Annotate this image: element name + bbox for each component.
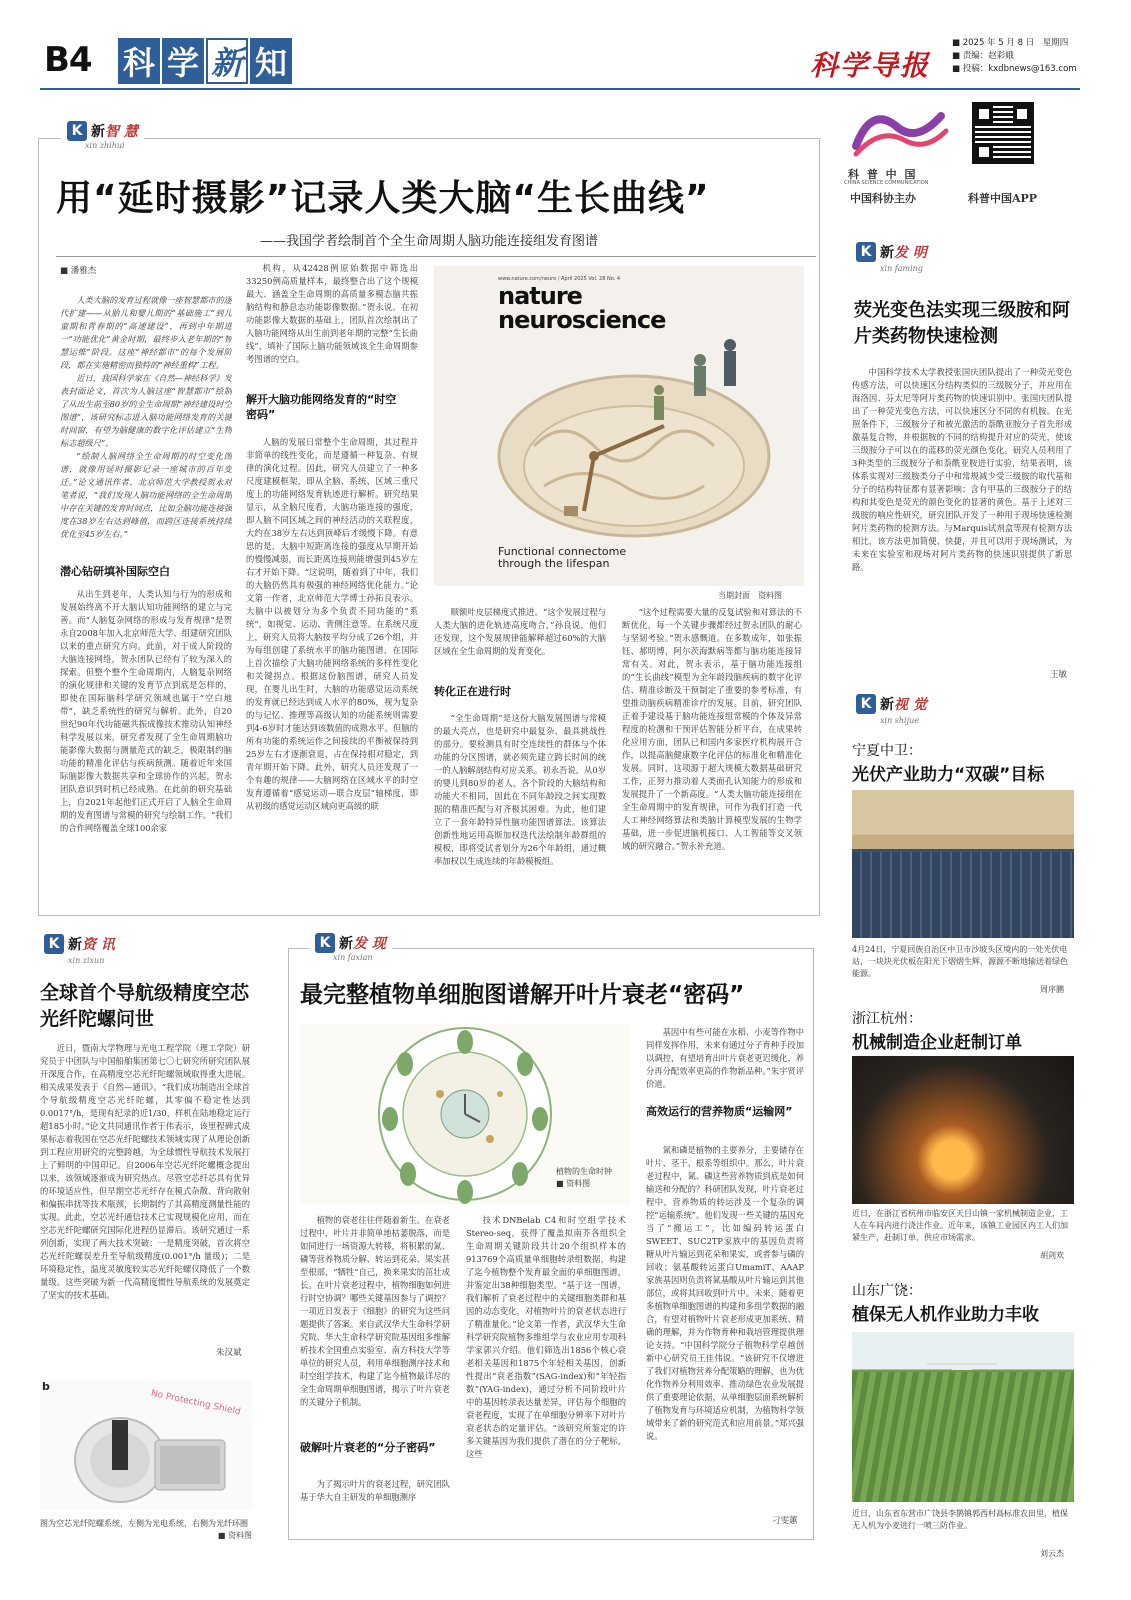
fig-tag: No Protecting Shield [149,1388,242,1418]
column-label-shijue: K 新视 觉 xin shijue [856,694,927,714]
section-char: 学 [162,38,204,84]
host-text: 中国科协主办 [850,192,916,205]
article3-col-b: 技术DNBelab C4和时空组学技术Stereo-seq，获得了覆盖拟南芥各组织全生命周期关键阶段共计20个组织样本的913769个高质量单细胞转录组数据，构建了迄今植物整个发育最全面的单细胞图谱，并鉴定出38种细胞类型。“基于这一图谱，我们解析了衰老过程中的关键细胞类群和基因的动态变化，对植物叶片的衰老状态进行了精准量化。”论文第一作者，武汉华大生命科学研究院植物多维组学与农业应用专项科学家郭兴介绍。他们筛选出1856个核心衰老相关基因和1875个年轻相关基因，创新性提出“衰老指数”(SAG-index)和“年轻指数”(YAG-index)，通过分析不同阶段叶片中的基因转录表达量差异，评估每个细胞的衰老程度，实现了在单细胞分辨率下对叶片衰老状态的定量评估。“该研究所鉴定的许多关键基因为我们提供了潜在的分子靶标，这些 [466,1215,626,1459]
article2-body: 近日，暨南大学物理与光电工程学院（理工学院）研究员于中团队与中国船舶集团第七〇七研究所研究团队展开深度合作，在高精度空芯光纤陀螺领域取得重大进展。相关成果发表于《自然—通讯》。“我们成功制造出全球首个导航级精度空芯光纤陀螺，其零偏不稳定性达到0.0017°/h，是现有纪录的近1/30，样机在陆地稳定运行超185小时。”论文共同通讯作者于伟表示，该里程碑式成果标志着我国在空芯光纤陀螺技术领域实现了从理论创新到工程应用研究的完整跨越，为全球惯性导航技术发展打上了鲜明的中国印记。自2006年空芯光纤陀螺概念提出以来，该领域逐渐成为研究热点。尽管空芯纤芯具有优异的环境适应性，但早期空芯光纤存在模式杂散、背向散射和偏振串扰等技术瓶颈，长期制约了其高精度测量性能的实现。此此，空芯光纤通信技术已实现规模化应用，而在空芯光纤陀螺研究国际化进程仍显滞后。该研究通过一系列创新，实现了两大技术突破：一是精度突破，首次将空芯光纤陀螺误差升至导航级精度(0.001°/h 量级)；二是环境稳定性，温度灵敏度较实芯光纤陀螺仅降低了一个数量级。这些突破为新一代高精度惯性导航系统的发展奠定了坚实的技术基础。 [40,1043,250,1300]
k-logo-icon: K [67,121,87,141]
section-char: 新 [206,38,248,84]
item2-credit: 胡剑欢 [1040,1251,1064,1260]
kepu-text: 科 普 中 国 [848,168,918,181]
solar-photo [852,790,1074,938]
drone-icon [922,1352,1002,1382]
main-col-3b: “全生命周期”是这份大脑发展图谱与常模的最大亮点，也是研究中最复杂、最具挑战性的部分。要检测具有时空连续性的群体与个体功能的分区图谱，就必须先建立跨长时间的统一的人脑解剖结构对应关系。初永吾说，从0岁的婴儿到80岁的老人，各个阶段的大脑结构和功能大不相同，因此在不同年龄段之间实现数据的精准匹配与对齐极其困难。为此，他们建立了一套年龄特异性脑功能图谱算法。该算法创新性地运用高斯加权迭代法绘制年龄群组的模板，即将受试者划分为26个年龄组，通过概率加权以生成连续的年龄模板组。 [434,713,606,866]
gyroscope-icon [60,1400,240,1510]
item1-location: 宁夏中卫： [852,743,922,759]
article3-title: 最完整植物单细胞图谱解开叶片衰老“密码” [300,982,745,1008]
article3-subheading-2: 高效运行的营养物质“运输网” [646,1105,793,1118]
subheading-1: 潜心钻研填补国际空白 [60,565,170,578]
section-char: 知 [250,38,292,84]
qr-code[interactable] [972,102,1034,164]
item2-title: 机械制造企业赶制订单 [852,1033,1022,1053]
cover-credit: 当期封面 资料图 [718,591,782,600]
main-col-2a: 机构，从42428例原始数据中筛选出33250例高质量样本，最终整合出了这个规模最大、涵盖全生命周期的高质量多模态脑共振脑结构和静息态功能影像数据。”贺永说。在初功能影像大数据的基础上，团队首次绘制出了人脑功能网络从出生前到老年期的完整“生长曲线”，填补了国际上脑功能领域该全生命周期参考图谱的空白。 [246,263,418,364]
title-rule [56,256,816,257]
k-logo-icon: K [315,933,335,953]
item3-title: 植保无人机作业助力丰收 [852,1305,1039,1325]
issue-info [952,37,1077,76]
main-lead: 人类大脑的发育过程就像一座智慧都市的逐代扩建——从胎儿和婴儿期的“基础施工”到儿童期和青春期的“高速建设”，再到中年期进一“功能优化”黄金时期，最终步入老年期的“智慧运维”阶段。这座“神经都市”的每个发展阶段，都在实施精密而独特的“神经重构”工程。 近日，我国科学家在《自然—神经科学》发表封面论文，首次为人脑这座“智慧都市”绘制了从出生前至80岁的全生命周期“神经建设时空图谱”，该研究标志进入脑功能网络发育的关键时间窗，有望为脑健康的数字化评估建立“生物标志超级尺”。 “绘制人脑网络全生命周期的时空变化图谱，就像用延时摄影记录一座城市的百年变迁。”论文通讯作者、北京师范大学教授贺永对笔者说，“我们发现人脑功能网络的全生命周期中存在关键的发育时间点，比如全脑功能连接强度在38岁左右达到峰值，而跨区连接系统持续优化至45岁左右。” [60,295,232,539]
paper-logo: 科学导报 [810,49,931,82]
article3-credit: ■ 资料图 [556,1179,591,1188]
k-logo-icon: K [856,242,876,262]
article2-title: 全球首个导航级精度空芯光纤陀螺问世 [40,982,250,1030]
article3-caption: 植物的生命时钟 ■ 资料图 [556,1166,626,1190]
gyroscope-photo [40,1380,252,1510]
fig-label: b [42,1380,50,1393]
cover-text: Functional connectome through the lifespan [498,545,627,570]
item2-caption: 近日，在浙江省杭州市临安区天目山镇一家机械制造企业，工人在车间内进行浇注作业。近年来，该镇工业园区内工人们加紧生产，赶制订单，供应市场需求。 [852,1209,1068,1242]
masthead-rule [40,88,1080,90]
main-col-1: 从出生到老年，人类认知与行为的形成和发展始终离不开大脑认知功能网络的建立与完善。而“人脑复杂网络的形成与发育规律”是贺永自2008年加入北京师范大学、组建研究团队以来的重点研究方向。此前，对于成人阶段的大脑连接网络，贺永团队已经有了较为深入的探索。但整个整个生命周期内，人脑复杂网络的演化规律和关键的发育节点到底是怎样的，即使在国际脑科学研究领域也属于“空白地带”，缺乏系统性的研究与解析。此外，自20世纪90年代功能磁共振成像技术推动认知神经科学发展以来，研究者发现了全生命周期脑功能影像大数据与测量范式的缺乏，极限制约脑功能的精准化评估与疾病预测。随着近年来国际脑影像大数据共享和全球协作的兴起，贺永团队意识到时机已经成熟。在此前的研究基础上，自2021年起他们正式开启了人脑全生命周期的发育图谱与常模的研究与绘制工作。“我们的合作网络覆盖全球100余家 [60,589,232,833]
article3-subheading-1: 破解叶片衰老的“分子密码” [300,1441,436,1454]
item3-caption: 近日，山东省东营市广饶县李鹊镇郭西村高标准农田里，植保无人机为小麦进行一喷三防作业。 [852,1509,1068,1530]
main-col-4: “这个过程需要大量的反复试验和对算法的不断优化，每一个关键步骤都经过贺永团队的耐心与坚韧考验。”贺永感慨道。在多数成年，如张振钰、郝明博，阿尔茨海默病等都与脑功能连接异常有关。对此，贺永表示，基于脑功能连接组的“生长曲线”模型为全年龄段脑疾病的数字化评估、精准诊断及干预制定了重要的参考标准，有望推动脑疾病精准诊疗的发展。目前，研究团队正着手建设基于脑功能连接组常模的个体及异常程度的检测和干预评估智能分析平台，在成果转化应用方面，团队已和国内多家医疗机构展开合作，以提高脑健康数字化评估的标准化和精准化发展。同时，这项源于超大规模大数据基础研究工作，正努力推动着人类面孔认知能力的形成和发展提升了一个新高度。“人类大脑功能连接组在全生命周期中的发育规律，可作为我们打造一代人工神经网络算法和类脑计算模型发展的生物学基础，进一步促进脑机接口、人工智能等交叉领域的研究融合。”贺永补充道。 [622,607,802,851]
item2-location: 浙江杭州： [852,1011,922,1027]
article3-col-c2: 氮和磷是植物的主要养分，主要储存在叶片、茎干、根系等组织中。那么，叶片衰老过程中，氮、磷这些营养物质到底是如何输送和分配的？科研团队发现，叶片衰老过程中，营养物质的转运涉及一个复杂的调控“运输系统”。他们发现一些关键的基因充当了“搬运工”，比如编码转运蛋白SWEET、SUC2TP家族中的基因负责将糖从叶片输运到花朵和果实，或者参与磷的回收；氨基酸转运蛋白UmamiT、AAAP家族基因则负责将氮基酸从叶片输运到其他部位，或将其回收到叶片中。未来，随着更多植物单细胞图谱的构建和多组学数据的融合，有望对植物叶片衰老形成更加系统、精确的理解，并为作物育种和栽培管理提供理论支持。“中国科学院分子植物科学卓越创新中心研究员王佳伟说。“该研究不仅增进了我们对植物营养分配策略的理解，也为优化作物养分利用效率、推动绿色农业发展提供了重要理论依据，从单细胞层面系统解析了植物发育与环境适应机制，为植物科学领域带来了新的研究范式和应用前景。”郑兴强说。 [646,1145,804,1441]
item3-location: 山东广饶： [852,1283,922,1299]
faming-body: 中国科学技术大学教授张国庆团队提出了一种荧光变色传感方法，可以快速区分结构类似的三级胺分子，并应用在海洛因、芬太尼等阿片类药物的快速识别中。张国庆团队提出了一种荧光变色方法，可以快速区分不同的有机胺。在光照条件下，三级胺分子和被光激活的萘酰亚胺分子首先形成激基复合物，并根据胺的不同的结构提升对应的荧光，使该三级胺分子可以在的蓝移的荧光颜色变化。研究人员利用了3种类型的三级胺分子和萘酰亚胺进行实验，结果表明，该体系实现对三级胺类分子中和常规减少受三级胺的取代基和分子的结构特征都有显著影响；含有甲基的三级胺分子的结构和其变色是荧光的颜色变化的显著的黄色。基于上述对三级胺的响应性研究，研究团队开发了一种用于现场快速检测阿片类药物的检测方法。与Marquis试剂盒等现有检测方法相比，该方法更加简便、快捷，并且可以用于现场测试，为未来在实验室和现场对阿片类药物的快速识别提供了新思路。 [852,367,1072,572]
column-label-faming: K 新发 明 xin faming [856,242,927,262]
k-logo-icon: K [44,934,64,954]
editor-line: ■ 责编：赵彩娥 [952,51,1014,61]
column-label: K 新智 慧 xin zhihui [61,119,144,143]
subheading-3: 转化正在进行时 [434,685,511,698]
masthead [0,0,1131,90]
main-col-2b: 人脑的发展日常整个生命周期，其过程并非简单的线性变化，而是遵循一种复杂、有规律的演化过程。因此，研究人员建立了一种多尺度建模框架，即从全脑、系统、区域三重尺度上的功能网络发育轨迹进行解析。研究结果显示，从全脑尺度看，大脑功能连接的强度，即人脑不同区域之间的神经活动的关联程度，大约在38岁左右达到顶峰后才缓慢下降。有意思的是，大脑中短距离连接的强度从早期开始的慢慢减弱，而长距离连接则能增强到45岁左右才开始下降。“这说明，随着到了中年，我们的大脑仍然具有极强的神经网络优化能力。”论文第一作者，北京师范大学博士孙拓良表示。大脑中以被划分为多个负责不同功能的“系统”，如视觉、运动、背侧注意等。在系统尺度上，研究人员将大脑按平均分成了26个组，并为每组创建了系统水平的脑功能图谱，在国际上首次描绘了大脑功能网络系统的多样性变化和关键拐点。根据这份脑图谱，研究人员发现，在婴儿出生时，大脑的功能感觉运动系统的发育就已经达到成人水平的80%，视为复杂的与记忆、推理等高级认知的功能系统则需要到4-6岁时才能达到该数值的成熟水平。但脑的所有功能的系统运作之间接续的平衡被保持到25岁左右才逐渐衰退，占在保持相对稳定，到青年期开始下降。此外，研究人员还发现了一个有趣的规律——大脑网络在区域水平的时空发育遵循着“感觉运动—联合皮层”轴梯度，即从初级的感觉运动区域向更高级的联 [246,437,418,811]
faming-author: 王敏 [1050,670,1068,680]
k-logo-icon: K [856,694,876,714]
article3-col-a: 植物的衰老往往伴随着新生。在衰老过程中，叶片并非简单地枯萎脱落，而是如同进行一场资源大转移，将积累的氮、磷等营养物质分解、转运到花朵、果实甚至根部，“牺牲”自己，换来果实的茁壮成长。在叶片衰老过程中，植物细胞如何进行时空协调？哪些关键基因参与了调控？一项近日发表于《细胞》的研究为这些问题提供了答案。来自武汉华大生命科学研究院、华大生命科学研究院基因组多维解析技术全国重点实验室、南方科技大学等单位的研究人员，利用单细胞测序技术和时空组学技术，构建了迄今植物最详尽的全生命周期单细胞图谱，揭示了叶片衰老的关键分子机制。 [300,1215,450,1407]
article2-author: 朱汉斌 [216,1348,242,1358]
app-text: 科普中国APP [968,192,1038,205]
brain-illustration-icon [474,336,794,556]
kepu-block [836,92,1086,212]
article3-col-c1: 基因中有些可能在水稻、小麦等作物中同样发挥作用，未来有通过分子育种手段加以调控，有望培育出叶片衰老更迟缓化、养分再分配效率更高的作物新品种。”朱宇贤评价道。 [646,1027,804,1089]
factory-photo [852,1056,1074,1204]
item3-credit: 刘云杰 [1040,1549,1064,1558]
date-line: ■ 2025 年 5 月 8 日 星期四 [952,38,1069,48]
main-author: ■ 潘雅杰 [60,266,97,276]
drone-photo [852,1332,1074,1502]
article3-author: 刁雯蕙 [772,1516,798,1526]
main-subtitle: ——我国学者绘制首个全生命周期人脑功能连接组发育图谱 [260,234,599,249]
item1-credit: 周序鹏 [1040,985,1064,994]
journal-name: nature neuroscience [498,282,666,334]
kepu-en: CHINA SCIENCE COMMUNICATION [844,180,929,186]
item1-title: 光伏产业助力“双碳”目标 [852,765,1045,785]
journal-cover-image [434,266,804,586]
kepu-logo-icon [836,96,956,166]
article3-col-a2: 为了揭示叶片的衰老过程，研究团队基于华大自主研发的单细胞测序 [300,1479,450,1502]
article2-credit: ■ 资料图 [217,1531,252,1540]
email-line: ■ 投稿：kxdbnews@163.com [952,64,1077,74]
item1-caption: 4月24日，宁夏回族自治区中卫市沙坡头区境内的一处光伏电站，一块块光伏板在阳光下熠熠生辉，源源不断地输送着绿色能源。 [852,945,1068,978]
page-number: B4 [44,40,92,80]
column-label-zixun: K 新资 讯 xin zixun [44,934,115,954]
column-label-faxian: K 新发 现 xin faxian [309,931,392,955]
section-title [118,38,292,84]
journal-line: www.nature.com/neuro / April 2025 Vol. 28 No. 4 [498,276,621,282]
subheading-2: 解开大脑功能网络发育的“时空密码” [246,393,397,421]
faming-title: 荧光变色法实现三级胺和阿片类药物快速检测 [854,300,1070,347]
main-col-3a: 顺额叶皮层梯度式推进。“这个发展过程与人类大脑的进化轨迹高度吻合，”孙良说，他们还发现，这个发展规律能解释超过60%的大脑区域在全生命周期的发育变化。 [434,607,606,656]
main-title: 用“延时摄影”记录人类大脑“生长曲线” [56,178,710,219]
article2-caption: 图为空芯光纤陀螺系统，左侧为光电系统，右侧为光纤环圈 ■ 资料图 [40,1519,252,1540]
section-char: 科 [118,38,160,84]
